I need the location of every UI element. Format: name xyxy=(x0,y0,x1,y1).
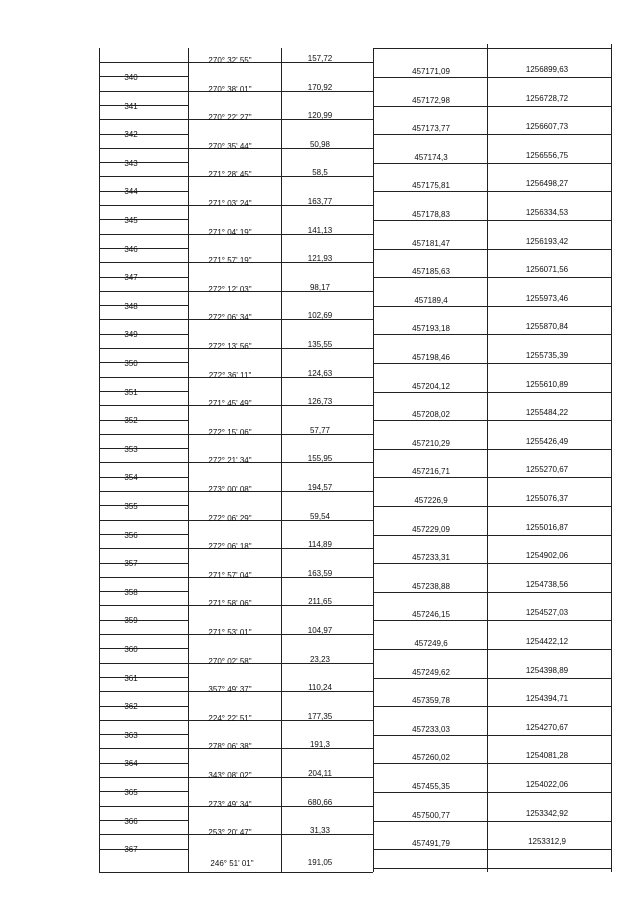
direction-angle: 224° 22' 51" xyxy=(208,713,252,723)
column-rule xyxy=(611,44,612,872)
coordinate-x: 457173,77 xyxy=(412,124,450,134)
coordinate-y: 1256193,42 xyxy=(525,236,569,246)
segment-length: 191,3 xyxy=(309,740,331,750)
direction-angle: 270° 22' 27" xyxy=(208,113,252,123)
coordinate-y: 1254081,28 xyxy=(525,751,569,761)
point-number: 358 xyxy=(124,587,138,597)
coordinate-y: 1256071,56 xyxy=(525,265,569,275)
coordinate-x: 457491,79 xyxy=(412,839,450,849)
direction-angle: 272° 36' 11" xyxy=(208,370,252,380)
segment-length: 121,93 xyxy=(307,254,333,264)
point-number: 344 xyxy=(124,187,138,197)
point-number: 360 xyxy=(124,645,138,654)
direction-angle: 272° 13' 56" xyxy=(208,342,252,351)
segment-length: 191,05 xyxy=(307,857,333,867)
coordinate-x: 457216,71 xyxy=(412,467,450,477)
coord-rule xyxy=(373,306,611,307)
point-number: 364 xyxy=(124,759,138,769)
segment-length: 104,97 xyxy=(307,626,333,635)
coord-rule xyxy=(373,792,611,793)
segment-length: 680,66 xyxy=(307,797,333,807)
point-number: 345 xyxy=(124,216,138,225)
coord-rule xyxy=(373,277,611,278)
direction-angle: 278° 06' 38" xyxy=(208,742,252,752)
direction-angle: 270° 32' 55" xyxy=(208,56,252,65)
point-number: 343 xyxy=(124,158,138,168)
point-number: 363 xyxy=(124,730,138,740)
direction-angle: 273° 49' 34" xyxy=(208,799,252,809)
segment-length: 31,33 xyxy=(309,826,331,836)
coordinate-x: 457260,02 xyxy=(412,753,450,763)
coordinate-y: 1255973,46 xyxy=(525,293,569,303)
coordinate-y: 1255870,84 xyxy=(525,322,569,332)
coord-rule xyxy=(373,249,611,250)
coordinate-y: 1255076,37 xyxy=(525,494,569,503)
coordinate-y: 1256899,63 xyxy=(525,65,569,74)
point-number: 347 xyxy=(124,273,138,283)
segment-length: 57,77 xyxy=(309,425,331,435)
direction-angle: 271° 45' 49" xyxy=(208,399,252,409)
coord-rule xyxy=(373,163,611,164)
coordinate-y: 1253312,9 xyxy=(528,837,566,847)
direction-angle: 253° 20' 47" xyxy=(208,828,252,838)
segment-length: 58,5 xyxy=(312,168,328,178)
coordinate-y: 1255016,87 xyxy=(525,522,569,532)
coordinate-x: 457174,3 xyxy=(414,152,448,162)
coord-rule xyxy=(373,77,611,78)
coord-rule xyxy=(373,706,611,707)
coordinate-y: 1255735,39 xyxy=(525,351,569,360)
coord-rule xyxy=(373,134,611,135)
coord-rule xyxy=(373,191,611,192)
coordinate-x: 457208,02 xyxy=(412,410,450,420)
coordinate-y: 1254022,06 xyxy=(525,780,569,789)
direction-angle: 271° 57' 19" xyxy=(208,256,252,266)
direction-angle: 272° 06' 34" xyxy=(208,313,252,323)
point-number: 362 xyxy=(124,702,138,712)
point-number: 356 xyxy=(124,530,138,540)
top-rule xyxy=(373,48,611,49)
segment-length: 23,23 xyxy=(309,654,331,664)
coordinate-y: 1255426,49 xyxy=(525,436,569,446)
segment-length: 124,63 xyxy=(307,368,333,378)
direction-angle: 273° 00' 08" xyxy=(208,485,252,494)
direction-angle: 271° 28' 45" xyxy=(208,170,252,180)
point-number: 351 xyxy=(124,387,138,397)
coord-rule xyxy=(373,821,611,822)
segment-length: 170,92 xyxy=(307,82,333,92)
coordinate-x: 457178,83 xyxy=(412,210,450,219)
direction-angle: 271° 53' 01" xyxy=(208,628,252,637)
segment-length: 59,54 xyxy=(309,511,331,521)
coordinate-y: 1254422,12 xyxy=(525,637,569,646)
direction-angle: 272° 15' 06" xyxy=(208,427,252,437)
coordinate-y: 1254738,56 xyxy=(525,579,569,589)
direction-angle: 271° 58' 06" xyxy=(208,599,252,609)
coord-rule xyxy=(373,220,611,221)
coordinate-y: 1254902,06 xyxy=(525,551,569,561)
segment-length: 211,65 xyxy=(308,597,332,607)
coordinate-x: 457193,18 xyxy=(412,324,450,334)
coordinate-y: 1256556,75 xyxy=(525,150,569,160)
coord-rule xyxy=(373,106,611,107)
coord-rule xyxy=(373,678,611,679)
direction-angle: 271° 04' 19" xyxy=(208,227,252,237)
coordinate-x: 457210,29 xyxy=(412,438,450,448)
coord-rule xyxy=(373,563,611,564)
direction-angle: 357° 49' 37" xyxy=(208,685,252,695)
segment-length: 155,95 xyxy=(307,454,333,464)
direction-angle: 272° 21' 34" xyxy=(208,456,252,466)
bottom-rule xyxy=(99,872,373,873)
segment-length: 135,55 xyxy=(307,340,333,349)
coordinate-x: 457249,6 xyxy=(414,639,448,648)
point-number: 365 xyxy=(124,788,138,797)
coordinate-y: 1256728,72 xyxy=(525,93,569,103)
segment-length: 114,89 xyxy=(308,540,332,550)
coordinate-y: 1255610,89 xyxy=(525,379,569,389)
coord-rule xyxy=(373,363,611,364)
coordinate-x: 457233,31 xyxy=(412,553,450,563)
coordinate-x: 457226,9 xyxy=(414,496,448,505)
coord-rule xyxy=(373,392,611,393)
direction-angle: 272° 12' 03" xyxy=(208,284,252,294)
coord-bottom-rule xyxy=(373,868,611,869)
coord-rule xyxy=(373,535,611,536)
coordinate-x: 457198,46 xyxy=(412,353,450,362)
point-number: 342 xyxy=(124,130,138,140)
point-number: 350 xyxy=(124,359,138,368)
coordinate-y: 1255484,22 xyxy=(525,408,569,418)
segment-length: 157,72 xyxy=(307,54,333,63)
coordinate-x: 457171,09 xyxy=(412,67,450,76)
point-number: 340 xyxy=(124,73,138,82)
coordinate-x: 457233,03 xyxy=(412,724,450,734)
coordinate-y: 1255270,67 xyxy=(525,465,569,475)
column-rule xyxy=(373,48,374,872)
coord-rule xyxy=(373,735,611,736)
segment-length: 141,13 xyxy=(307,225,333,235)
segment-length: 126,73 xyxy=(307,397,333,407)
segment-length: 177,35 xyxy=(307,711,333,721)
coord-rule xyxy=(373,420,611,421)
coordinate-y: 1253342,92 xyxy=(525,808,569,818)
column-rule xyxy=(487,44,488,872)
point-number: 341 xyxy=(124,101,138,111)
segment-length: 163,77 xyxy=(307,197,333,206)
coordinate-x: 457229,09 xyxy=(412,524,450,534)
coordinate-x: 457455,35 xyxy=(412,782,450,791)
point-number: 366 xyxy=(124,816,138,826)
coord-rule xyxy=(373,449,611,450)
point-number: 348 xyxy=(124,301,138,311)
coord-rule xyxy=(373,763,611,764)
coord-rule xyxy=(373,477,611,478)
coordinate-y: 1254398,89 xyxy=(525,665,569,675)
segment-length: 50,98 xyxy=(309,139,331,149)
coordinate-y: 1254270,67 xyxy=(525,722,569,732)
direction-angle: 270° 35' 44" xyxy=(208,141,252,151)
direction-angle: 270° 02' 58" xyxy=(208,656,252,666)
segment-length: 98,17 xyxy=(309,282,331,292)
coordinate-x: 457246,15 xyxy=(412,610,450,620)
segment-length: 102,69 xyxy=(307,311,333,321)
segment-length: 110,24 xyxy=(308,683,332,693)
point-number: 352 xyxy=(124,416,138,426)
coordinate-y: 1256334,53 xyxy=(525,208,569,217)
coord-rule xyxy=(373,334,611,335)
direction-angle: 271° 03' 24" xyxy=(208,199,252,208)
coordinate-x: 457185,63 xyxy=(412,267,450,277)
segment-length: 120,99 xyxy=(307,111,333,121)
coord-rule xyxy=(373,592,611,593)
segment-length: 163,59 xyxy=(307,568,333,578)
coordinate-x: 457249,62 xyxy=(412,667,450,677)
point-number: 359 xyxy=(124,616,138,626)
coordinate-y: 1254394,71 xyxy=(525,694,569,704)
point-number: 354 xyxy=(124,473,138,483)
segment-length: 204,11 xyxy=(308,769,332,778)
point-number: 367 xyxy=(124,845,138,855)
segment-length: 194,57 xyxy=(307,483,333,492)
coord-rule xyxy=(373,849,611,850)
coordinate-x: 457500,77 xyxy=(412,810,450,820)
coord-rule xyxy=(373,649,611,650)
direction-angle: 272° 06' 18" xyxy=(208,542,252,552)
direction-angle: 271° 57' 04" xyxy=(208,570,252,580)
coordinate-x: 457181,47 xyxy=(412,238,450,248)
direction-angle: 272° 06' 29" xyxy=(208,513,252,523)
coordinate-y: 1256498,27 xyxy=(525,179,569,189)
direction-angle: 343° 08' 02" xyxy=(208,771,252,780)
coordinate-y: 1254527,03 xyxy=(525,608,569,618)
coordinate-y: 1256607,73 xyxy=(525,122,569,132)
coordinate-x: 457238,88 xyxy=(412,581,450,591)
point-number: 361 xyxy=(124,673,138,683)
coordinate-x: 457172,98 xyxy=(412,95,450,105)
point-number: 355 xyxy=(124,502,138,511)
coordinate-x: 457189,4 xyxy=(414,295,448,305)
direction-angle: 246° 51' 01" xyxy=(210,858,254,868)
point-number: 353 xyxy=(124,444,138,454)
direction-angle: 270° 38' 01" xyxy=(208,84,252,94)
coordinate-x: 457359,78 xyxy=(412,696,450,706)
point-number: 357 xyxy=(124,559,138,569)
coordinate-x: 457175,81 xyxy=(412,181,450,191)
coordinate-x: 457204,12 xyxy=(412,381,450,391)
coord-rule xyxy=(373,620,611,621)
point-number: 349 xyxy=(124,330,138,340)
coord-rule xyxy=(373,506,611,507)
point-number: 346 xyxy=(124,244,138,254)
